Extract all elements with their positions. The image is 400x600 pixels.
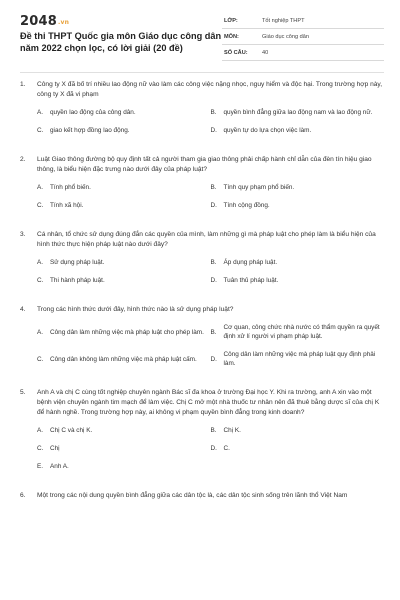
option-c[interactable] bbox=[37, 201, 211, 210]
option-letter: C. bbox=[37, 202, 44, 209]
option-d[interactable] bbox=[211, 276, 385, 285]
option-e[interactable] bbox=[37, 462, 384, 471]
meta-value: Tốt nghiệp THPT bbox=[262, 17, 305, 24]
question-3 bbox=[20, 230, 384, 294]
question-number: 3. bbox=[20, 231, 26, 238]
option-text: Áp dụng pháp luật. bbox=[223, 259, 278, 266]
option-b[interactable] bbox=[211, 108, 385, 117]
option-letter: C. bbox=[37, 355, 44, 363]
option-letter: C. bbox=[37, 127, 44, 134]
option-letter: C. bbox=[37, 445, 44, 452]
header-divider bbox=[20, 72, 384, 73]
option-text: Chị K. bbox=[223, 427, 241, 434]
option-text: Công dân làm những việc mà pháp luật quy định phải làm. bbox=[223, 351, 376, 367]
meta-row-subject bbox=[222, 29, 384, 45]
option-text: Cơ quan, công chức nhà nước có thẩm quyền ra quyết định xử lí người vi phạm pháp luật. bbox=[223, 324, 380, 340]
question-text: Một trong các nội dung quyền bình đẳng giữa các dân tộc là, các dân tộc sinh sống trên lãnh thổ Việt Nam bbox=[37, 492, 348, 499]
option-a[interactable] bbox=[37, 426, 211, 435]
option-letter: A. bbox=[37, 184, 44, 191]
option-letter: B. bbox=[210, 259, 217, 266]
question-text: Luật Giao thông đường bộ quy định tất cả người tham gia giao thông phải chấp hành chỉ dẫn của đèn tín hiệu giao thông, là biểu hiện đặc trưng nào dưới đây của pháp luật? bbox=[37, 156, 372, 173]
option-letter: A. bbox=[37, 109, 44, 116]
option-text: Công dân không làm những việc mà pháp luật cấm. bbox=[50, 355, 197, 363]
option-letter: B. bbox=[210, 328, 217, 336]
question-text: Anh A và chị C cùng tốt nghiệp chuyên ngành Bác sĩ đa khoa ở trường Đại học Y. Khi ra trường, anh A xin vào một bệnh viện chuyên ngành tim mạch để làm việc. Chị C mở một nhà thuốc tư nhân nên đã thuê bằng dược sĩ của chị K để hành nghề. Trong trường hợp này, ai không vi phạm quyền bình đẳng trong kinh doanh? bbox=[37, 389, 380, 416]
question-1 bbox=[20, 80, 384, 144]
option-text: Thi hành pháp luật. bbox=[50, 277, 105, 284]
option-letter: B. bbox=[210, 109, 217, 116]
meta-row-class bbox=[222, 13, 384, 29]
option-letter: A. bbox=[37, 328, 44, 336]
option-a[interactable] bbox=[37, 183, 211, 192]
meta-value: 40 bbox=[262, 49, 269, 56]
meta-label: LỚP: bbox=[224, 17, 238, 24]
option-text: quyền tự do lựa chọn việc làm. bbox=[223, 127, 312, 134]
question-number: 4. bbox=[20, 306, 26, 313]
question-2 bbox=[20, 155, 384, 219]
option-letter: B. bbox=[210, 427, 217, 434]
option-c[interactable] bbox=[37, 276, 211, 285]
option-text: Chị C và chị K. bbox=[50, 427, 93, 434]
question-text: Cá nhân, tổ chức sử dụng đúng đắn các quyền của mình, làm những gì mà pháp luật cho phép làm là biểu hiện của hình thức thực hiện pháp luật nào dưới đây? bbox=[37, 231, 376, 248]
option-b[interactable] bbox=[211, 258, 385, 267]
option-d[interactable] bbox=[211, 350, 385, 368]
document-header bbox=[0, 0, 400, 68]
question-4 bbox=[20, 305, 384, 377]
option-text: Tính phổ biến. bbox=[50, 184, 91, 191]
exam-info-table bbox=[222, 13, 384, 61]
option-letter: B. bbox=[210, 184, 217, 191]
option-text: Tính quy phạm phổ biến. bbox=[223, 184, 295, 191]
option-c[interactable] bbox=[37, 126, 211, 135]
option-letter: D. bbox=[210, 277, 217, 284]
option-letter: C. bbox=[37, 277, 44, 284]
logo-text: 2048 bbox=[20, 14, 57, 29]
option-text: quyền lao động của công dân. bbox=[50, 109, 136, 116]
option-a[interactable] bbox=[37, 108, 211, 117]
logo-suffix: .vn bbox=[57, 19, 70, 26]
question-list bbox=[20, 80, 384, 512]
question-number: 1. bbox=[20, 81, 26, 88]
question-5 bbox=[20, 388, 384, 480]
option-letter: D. bbox=[210, 355, 217, 363]
option-a[interactable] bbox=[37, 258, 211, 267]
site-logo[interactable] bbox=[20, 14, 69, 29]
option-text: Tuân thủ pháp luật. bbox=[223, 277, 279, 284]
option-letter: A. bbox=[37, 259, 44, 266]
meta-value: Giáo dục công dân bbox=[262, 33, 309, 40]
option-letter: E. bbox=[37, 463, 44, 470]
option-text: quyền bình đẳng giữa lao động nam và lao động nữ. bbox=[223, 109, 373, 116]
option-text: Công dân làm những việc mà pháp luật cho phép làm. bbox=[50, 328, 204, 336]
document-title: Đề thi THPT Quốc gia môn Giáo dục công dân năm 2022 chọn lọc, có lời giải (20 đề) bbox=[20, 31, 222, 53]
option-b[interactable] bbox=[211, 323, 385, 341]
option-text: Chị bbox=[50, 445, 60, 452]
option-d[interactable] bbox=[211, 201, 385, 210]
question-text: Công ty X đã bố trí nhiều lao động nữ vào làm các công việc nặng nhọc, nguy hiểm và độc hại. Trong trường hợp này, công ty X đã vi phạm bbox=[37, 81, 383, 98]
option-letter: D. bbox=[210, 445, 217, 452]
option-a[interactable] bbox=[37, 323, 211, 341]
question-6 bbox=[20, 491, 384, 501]
option-d[interactable] bbox=[211, 126, 385, 135]
option-text: C. bbox=[223, 445, 230, 452]
option-c[interactable] bbox=[37, 444, 211, 453]
option-d[interactable] bbox=[211, 444, 385, 453]
meta-row-count bbox=[222, 45, 384, 61]
option-letter: A. bbox=[37, 427, 44, 434]
option-text: Anh A. bbox=[50, 463, 69, 470]
option-c[interactable] bbox=[37, 350, 211, 368]
question-number: 6. bbox=[20, 492, 26, 499]
question-number: 5. bbox=[20, 389, 26, 396]
option-text: Tính cộng đồng. bbox=[223, 202, 270, 209]
option-letter: D. bbox=[210, 202, 217, 209]
option-text: Sử dụng pháp luật. bbox=[50, 259, 105, 266]
question-text: Trong các hình thức dưới đây, hình thức nào là sử dụng pháp luật? bbox=[37, 306, 234, 313]
option-b[interactable] bbox=[211, 183, 385, 192]
question-number: 2. bbox=[20, 156, 26, 163]
option-letter: D. bbox=[210, 127, 217, 134]
option-text: Tính xã hội. bbox=[50, 202, 84, 209]
option-b[interactable] bbox=[211, 426, 385, 435]
meta-label: SỐ CÂU: bbox=[224, 49, 248, 56]
option-text: giao kết hợp đồng lao động. bbox=[50, 127, 130, 134]
meta-label: MÔN: bbox=[224, 33, 239, 40]
